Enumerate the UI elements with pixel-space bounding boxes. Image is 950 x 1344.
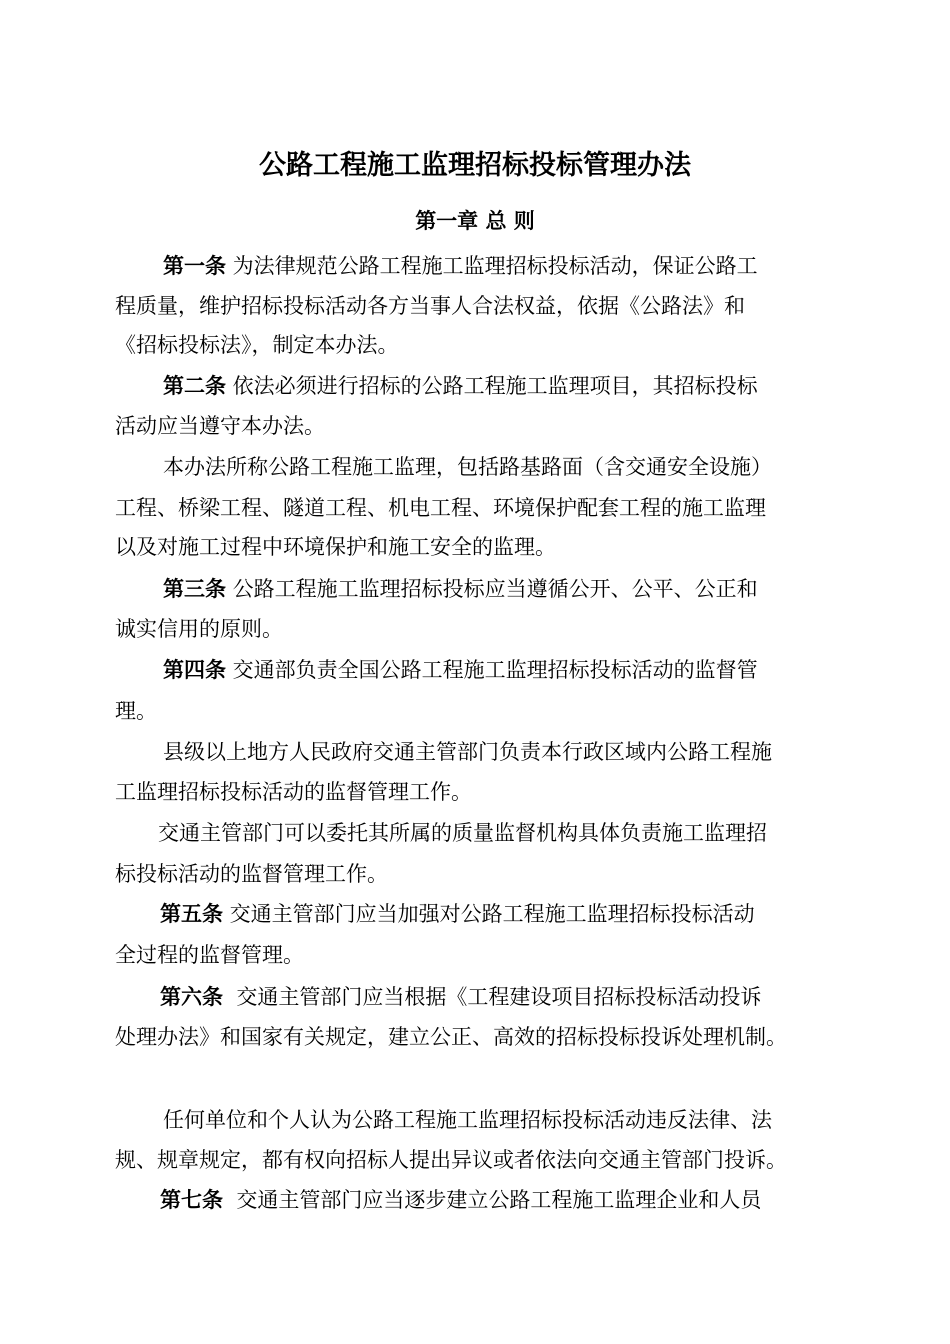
text-line [163,571,758,607]
text-line [115,1019,787,1055]
line-text: 依法必须进行招标的公路工程施工监理项目，其招标投标 [226,374,758,398]
text-line [115,529,556,565]
line-text: 《招标投标法》，制定本办法。 [115,333,399,357]
line-text: 程质量，维护招标投标活动各方当事人合法权益，依据《公路法》和 [115,294,745,318]
line-text: 公路工程施工监理招标投标应当遵循公开、公平、公正和 [226,577,758,601]
line-text: 为法律规范公路工程施工监理招标投标活动，保证公路工 [226,254,758,278]
text-line [160,896,755,932]
text-line [115,611,283,647]
article-label: 第七条 [160,1187,223,1212]
line-text: 处理办法》和国家有关规定，建立公正、高效的招标投标投诉处理机制。 [115,1025,787,1049]
text-line [115,856,388,892]
article-label: 第一条 [163,253,226,278]
line-text: 活动应当遵守本办法。 [115,414,325,438]
line-text: 规、规章规定，都有权向招标人提出异议或者依法向交通主管部门投诉。 [115,1148,787,1172]
line-text: 交通主管部门可以委托其所属的质量监督机构具体负责施工监理招 [158,821,767,845]
line-text: 本办法所称公路工程施工监理，包括路基路面（含交通安全设施） [163,455,772,479]
text-line [163,1102,772,1138]
text-line [163,449,772,485]
text-line [160,1182,761,1218]
line-text: 全过程的监督管理。 [115,943,304,967]
line-text: 工程、桥梁工程、隧道工程、机电工程、环境保护配套工程的施工监理 [115,496,766,520]
line-text: 交通部负责全国公路工程施工监理招标投标活动的监督管 [226,658,758,682]
document-title: 公路工程施工监理招标投标管理办法 [259,150,691,181]
article-label: 第三条 [163,576,226,601]
text-line [160,979,761,1015]
article-label: 第四条 [163,657,226,682]
line-text: 理。 [115,699,157,723]
line-text: 交通主管部门应当逐步建立公路工程施工监理企业和人员 [223,1188,762,1212]
text-line [158,815,767,851]
article-label: 第五条 [160,901,223,926]
line-text: 交通主管部门应当加强对公路工程施工监理招标投标活动 [223,902,755,926]
line-text: 县级以上地方人民政府交通主管部门负责本行政区域内公路工程施 [163,740,772,764]
text-line [115,693,157,729]
text-line [163,734,772,770]
line-text: 诚实信用的原则。 [115,617,283,641]
text-line [115,408,325,444]
chapter-heading: 第一章 总 则 [415,208,535,233]
text-line [163,248,758,284]
text-line [163,368,758,404]
line-text: 交通主管部门应当根据《工程建设项目招标投标活动投诉 [223,985,762,1009]
line-text: 任何单位和个人认为公路工程施工监理招标投标活动违反法律、法 [163,1108,772,1132]
line-text: 工监理招标投标活动的监督管理工作。 [115,780,472,804]
text-line [115,937,304,973]
line-text: 标投标活动的监督管理工作。 [115,862,388,886]
article-label: 第六条 [160,984,223,1009]
article-label: 第二条 [163,373,226,398]
line-text: 以及对施工过程中环境保护和施工安全的监理。 [115,535,556,559]
text-line [115,774,472,810]
text-line [115,327,399,363]
text-line [163,652,758,688]
text-line [115,288,745,324]
text-line [115,1142,787,1178]
text-line [115,490,766,526]
